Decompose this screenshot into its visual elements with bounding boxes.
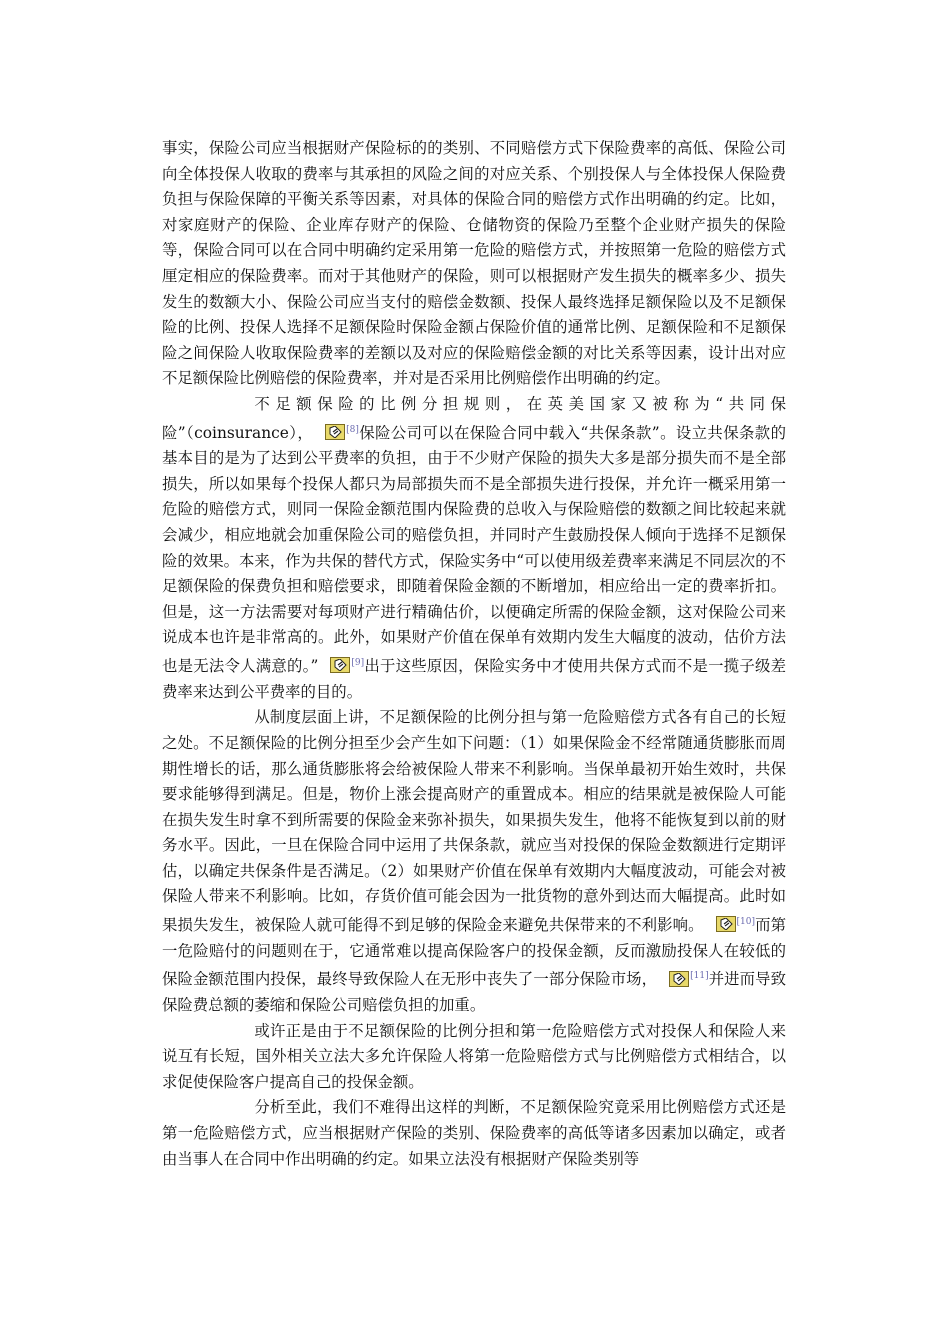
footnote-ref[interactable]: [9]: [351, 658, 365, 668]
paragraph-text: 出于这些原因，保险实务中才使用共保方式而不是一揽子级差费率来达到公平费率的目的。: [162, 657, 786, 701]
paragraph: [162, 1095, 786, 1172]
paragraph-text: 分析至此，我们不难得出这样的判断，不足额保险究竟采用比例赔偿方式还是第一危险赔偿方式，应当根据财产保险的类别、保险费率的高低等诸多因素加以确定，或者由当事人在合同中作出明确的约定。如果立法没有根据财产保险类别等: [162, 1098, 786, 1168]
footnote-link[interactable]: [704, 910, 755, 939]
paragraph-text: 而第一危险赔付的问题则在于，它通常难以提高保险客户的投保金额，反而激励投保人在较低的保险金额范围内投保，最终导致保险人在无形中丧失了一部分保险市场，: [162, 916, 786, 989]
paragraph: [162, 705, 786, 1018]
footnote-link-icon[interactable]: [716, 916, 736, 932]
footnote-link[interactable]: [318, 651, 364, 680]
footnote-link[interactable]: [657, 964, 708, 993]
footnote-link[interactable]: [313, 418, 359, 447]
document-body: [162, 136, 786, 1172]
paragraph: [162, 1019, 786, 1096]
paragraph-text: 从制度层面上讲，不足额保险的比例分担与第一危险赔偿方式各有自己的长短之处。不足额保险的比例分担至少会产生如下问题：（1）如果保险金不经常随通货膨胀而周期性增长的话，那么通货膨胀将会给被保险人带来不利影响。当保单最初开始生效时，共保要求能够得到满足。但是，物价上涨会提高财产的重置成本。相应的结果就是被保险人可能在损失发生时拿不到所需要的保险金来弥补损失，如果损失发生，他将不能恢复到以前的财务水平。因此，一旦在保险合同中运用了共保条款，就应当对投保的保险金数额进行定期评估，以确定共保条件是否满足。（2）如果财产价值在保单有效期内大幅度波动，可能会对被保险人带来不利影响。比如，存货价值可能会因为一批货物的意外到达而大幅提高。此时如果损失发生，被保险人就可能得不到足够的保险金来避免共保带来的不利影响。: [162, 708, 786, 935]
footnote-link-icon[interactable]: [330, 657, 350, 673]
footnote-link-icon[interactable]: [325, 424, 345, 440]
footnote-link-icon[interactable]: [669, 971, 689, 987]
paragraph: [162, 136, 786, 392]
paragraph-text: 事实，保险公司应当根据财产保险标的的类别、不同赔偿方式下保险费率的高低、保险公司向全体投保人收取的费率与其承担的风险之间的对应关系、个别投保人与全体投保人保险费负担与保险保障的平衡关系等因素，对具体的保险合同的赔偿方式作出明确的约定。比如，对家庭财产的保险、企业库存财产的保险、仓储物资的保险乃至整个企业财产损失的保险等，保险合同可以在合同中明确约定采用第一危险的赔偿方式，并按照第一危险的赔偿方式厘定相应的保险费率。而对于其他财产的保险，则可以根据财产发生损失的概率多少、损失发生的数额大小、保险公司应当支付的赔偿金数额、投保人最终选择足额保险以及不足额保险的比例、投保人选择不足额保险时保险金额占保险价值的通常比例、足额保险和不足额保险之间保险人收取保险费率的差额以及对应的保险赔偿金额的对比关系等因素，设计出对应不足额保险比例赔偿的保险费率，并对是否采用比例赔偿作出明确的约定。: [162, 139, 786, 388]
paragraph: [162, 392, 786, 705]
footnote-ref[interactable]: [10]: [736, 917, 756, 928]
footnote-ref[interactable]: [8]: [346, 424, 359, 435]
footnote-ref[interactable]: [11]: [690, 971, 709, 982]
paragraph-text: 并进而导致保险费总额的萎缩和保险公司赔偿负担的加重。: [162, 970, 786, 1015]
paragraph-text: 不足额保险的比例分担规则，在英美国家又被称为“共同保险”（coinsurance），: [162, 394, 786, 442]
paragraph-text: 或许正是由于不足额保险的比例分担和第一危险赔偿方式对投保人和保险人来说互有长短，国外相关立法大多允许保险人将第一危险赔偿方式与比例赔偿方式相结合，以求促使保险客户提高自己的投保金额。: [162, 1021, 786, 1091]
paragraph-text: 保险公司可以在保险合同中载入“共保条款”。设立共保条款的基本目的是为了达到公平费率的负担，由于不少财产保险的损失大多是部分损失而不是全部损失，所以如果每个投保人都只为局部损失而不是全部损失进行投保，并允许一概采用第一危险的赔偿方式，则同一保险金额范围内保险费的总收入与保险赔偿的数额之间比较起来就会减少，相应地就会加重保险公司的赔偿负担，并同时产生鼓励投保人倾向于选择不足额保险的效果。本来，作为共保的替代方式，保险实务中“可以使用级差费率来满足不同层次的不足额保险的保费负担和赔偿要求，即随着保险金额的不断增加，相应给出一定的费率折扣。但是，这一方法需要对每项财产进行精确估价，以便确定所需的保险金额，这对保险公司来说成本也许是非常高的。此外，如果财产价值在保单有效期内发生大幅度的波动，估价方法也是无法令人满意的。”: [162, 423, 786, 676]
